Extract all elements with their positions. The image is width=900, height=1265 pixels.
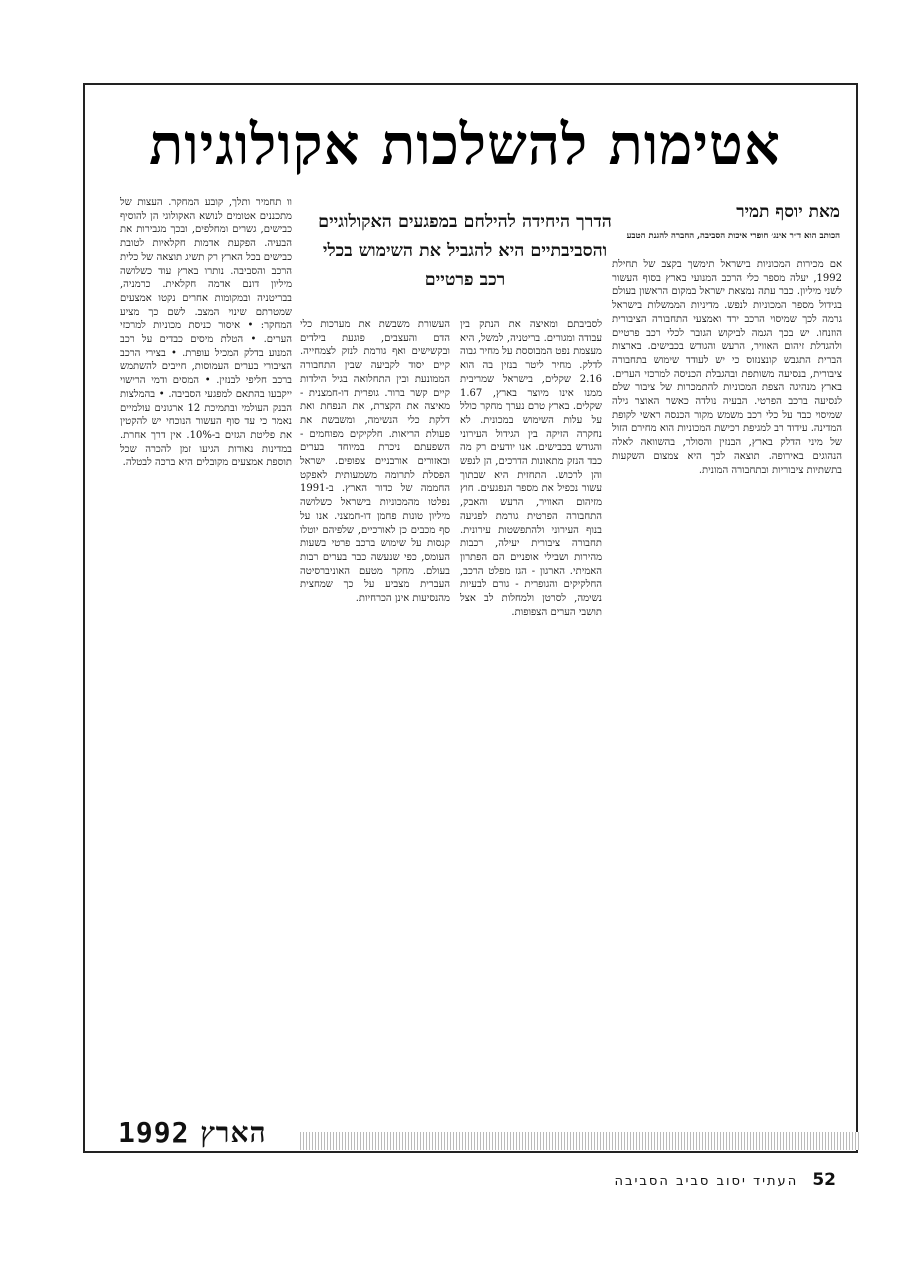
column-3-text: העשורת משבשת את מערכות כלי הדם והעצבים, פוגעת בילדים ובקשישים ואף גורמת לנזק לצמחייה. קיים יסוד לקביעה שבין התחבורה הממונעת ובין התחלואה בגיל הילדות קיים קשר ברור. גופרית דו-חמצנית - מאיצה את הקצרת, את הנפחת ואת דלקת כלי הנשימה, ומשבשת את פעולת הריאות. חלקיקים מפוחמים - השפעתם ניכרת במיוחד בערים ובאזורים אורבניים צפופים. ישראל הפסלת לתרומה משמעותית לאפקט החממה של כדור הארץ. ב-1991 נפלטו מהמכוניות בישראל כשלושה מיליון טונות פחמן דו-חמצני. אנו על סף מכבים כן לאורכיים, שלפיהם יוטלו קנסות על שימוש ברכב פרטי בשעות העומס, כפי שנעשה כבר בערים רבות בעולם. מחקר מטעם האוניברסיטה העברית מצביע על כך שמחצית מהנסיעות אינן הכרחיות. xyxy=(300,319,450,605)
text-column-3 xyxy=(300,318,450,1088)
byline: מאת יוסף תמיר xyxy=(736,202,840,222)
column-1-text: אם מכירות המכוניות בישראל תימשך בקצב של תחילת 1992, יעלה מספר כלי הרכב המנועי בארץ בסוף העשור לשני מיליון. כבר עתה נמצאת ישראל במקום הראשון בעולם בגידול מספר המכוניות לנפש. מדיניות הממשלות בישראל גרמה לכך שמיסוי הרכב ירד ואמצעי התחבורה הציבורית הוזנחו. יש בכך הגמה לביקוש הגובר לכלי רכב פרטיים ולהגדלת זיהום האוויר, הרעש והגודש בכבישים. בארצות הברית התגבש קונצנזוס כי יש לעודד שימוש בתחבורה ציבורית, בנסיעה משותפת ובהגבלת הכניסה למרכזי הערים. בארץ מנהיגה הצפת המכוניות להתמכרות של ציבור שלם לנסיעה ברכב הפרטי. הבעיה נולדה כאשר האוצר גילה שמיסוי כבד על כלי רכב משמש מקור הכנסה ראשי לקופת המדינה. עידוד רב למגיפת רכישת המכוניות הוא מחירם הזול של מיני הדלק בארץ, הבנזין והסולר, בהשוואה לאלה הנהוגים באירופה. תוצאה לכך היא צמצום השקעות בתשתיות ציבוריות ובתחבורה המונית. xyxy=(612,259,842,476)
page-footer xyxy=(600,1170,836,1190)
footer-title: העתיד יסוב סביב הסביבה xyxy=(614,1174,799,1189)
column-4-text: וו תחמיר ותלך, קובע המחקר. העצות של מתכננים אטומים לנושא האקולוגי הן להוסיף כבישים, גשרים ומחלפים, ובכך מגבירות את הבעיה. הפקעת אדמות חקלאיות לטובת כבישים בכל הארץ רק תשיג תוצאה של כלית הרכב והסביבה. נותרו בארץ עוד כשלושה מיליון דונם אדמה חקלאית. כרמניה, בבריטניה ובמקומות אחרים נקטו אמצעים שמטרתם שינוי המצב. לשם כך מציע המחקר: • איסור כניסת מכוניות למרכזי הערים. • הטלת מיסים כבדים על רכב המנוע בדלק המכיל עופרת. • בצירי הרכב הציבורי בערים העמוסות, חייבים להשתמש ברכב חליפי לבנזין. • המסים ודמי הרישוי ייקבעו בהתאם למפגעי הסביבה. • בהמלצות הבנק העולמי ובתמיכת 12 ארגונים עולמיים נאמר כי עד סוף העשור הנוכחי יש להקטין את פליטת הגזים ב-10%. אין דרך אחרת. במדינות נאורות הגיעו זמן להכרה שכל תוספת אמצעים מקובלים היא ברכה לבטלה. xyxy=(120,197,292,469)
stamp-name: הארץ xyxy=(200,1116,267,1149)
halftone-band xyxy=(300,1132,860,1150)
column-2-text: לסביבתם ומאיצה את הנתק בין עבודה ומגורים. בריטניה, למשל, היא מעצמת נפט המבוססת על מחיר גבוה לדלק. מחיר ליטר בנזין בה הוא 2.16 שקלים, בישראל שמריבית ממנו אינו מיוצר בארץ, 1.67 שקלים. בארץ טרם נערך מחקר כולל על עלות השימוש במכונית. לא נחקרה הזיקה בין הגידול העירוני והגודש בכבישים. אנו יודעים רק מה כבד הנזק מתאונות הדרכים, הן לנפש והן לרכוש. התחזית היא שבתוך עשור נכפיל את מספר הנפגעים. חוץ מזיהום האוויר, הרעש והאבק, התחבורה הפרטית גורמת לפגיעה בנוף העירוני ולהתפשטות עירונית. תחבורה ציבורית יעילה, רכבות מהירות ושבילי אופניים הם הפתרון האמיתי. הארגון - הגז מפלט הרכב, החלקיקים והגופרית - גורם לבעיות נשימה, לסרטן ולמחלות לב אצל תושבי הערים הצפופות. xyxy=(460,319,602,618)
text-column-1 xyxy=(612,258,842,1088)
page-number: 52 xyxy=(812,1170,836,1190)
publication-stamp xyxy=(118,1116,298,1150)
text-column-4 xyxy=(120,196,292,1088)
stamp-year: 1992 xyxy=(118,1116,190,1149)
byline-note: הכותב הוא ד״ר אינג׳ חופרי איכות הסביבה, החברה להגנת הטבע xyxy=(626,231,840,241)
article-headline: אטימות להשלכות אקולוגיות xyxy=(149,112,781,178)
text-column-2 xyxy=(460,318,602,1088)
article-subhead: הדרך היחידה להילחם במפגעים האקולוגיים והסביבתיים היא להגביל את השימוש בכלי רכב פרטיים xyxy=(318,212,612,290)
